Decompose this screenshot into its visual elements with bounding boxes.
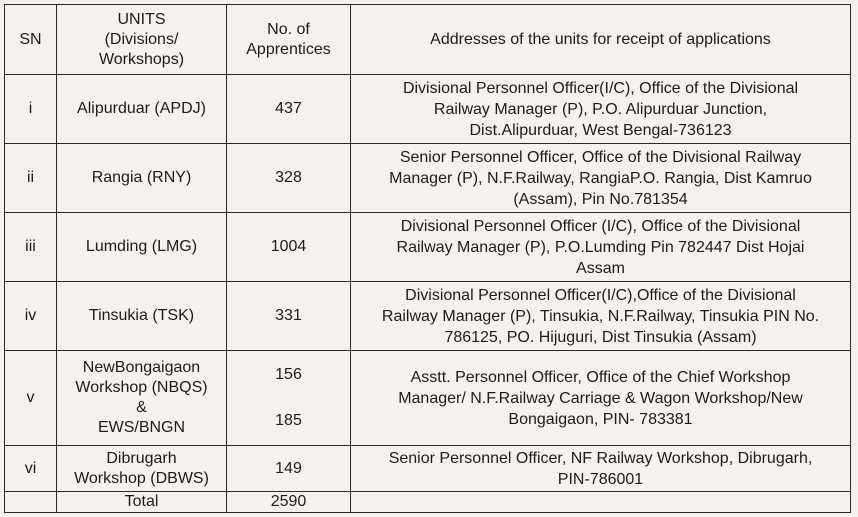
- unit-line: Workshop (DBWS): [74, 469, 209, 487]
- header-units-line: UNITS: [117, 10, 166, 28]
- address-line: Dist.Alipurduar, West Bengal-736123: [469, 121, 732, 139]
- total-row: [5, 492, 851, 513]
- address-line: Divisional Personnel Officer(I/C), Office of the Divisional: [402, 79, 799, 97]
- row-sn: vi: [5, 446, 57, 492]
- row-count: 1004: [227, 213, 351, 282]
- total-sn: [5, 492, 57, 513]
- row-address: [351, 75, 851, 144]
- address-line: Divisional Personnel Officer (I/C), Office of the Divisional: [400, 217, 801, 235]
- table-row: [5, 144, 851, 213]
- row-count: [227, 351, 351, 446]
- row-unit: Lumding (LMG): [57, 213, 227, 282]
- address-line: Bongaigaon, PIN- 783381: [508, 410, 693, 428]
- row-address: [351, 446, 851, 492]
- address-line: Railway Manager (P), P.O. Alipurduar Junction,: [433, 100, 768, 118]
- row-address: [351, 144, 851, 213]
- table-row: [5, 282, 851, 351]
- row-unit: Tinsukia (TSK): [57, 282, 227, 351]
- table-row: [5, 213, 851, 282]
- header-apprentices-line: No. of: [267, 20, 310, 38]
- total-label: Total: [57, 492, 227, 513]
- row-address: [351, 213, 851, 282]
- header-apprentices-line: Apprentices: [246, 40, 331, 58]
- apprentice-units-table: [4, 4, 851, 513]
- row-count: 437: [227, 75, 351, 144]
- row-sn: iii: [5, 213, 57, 282]
- address-line: Railway Manager (P), Tinsukia, N.F.Railway, Tinsukia PIN No.: [381, 307, 820, 325]
- header-addresses: Addresses of the units for receipt of applications: [351, 5, 851, 75]
- total-count: 2590: [227, 492, 351, 513]
- row-count: 328: [227, 144, 351, 213]
- address-line: Senior Personnel Officer, NF Railway Workshop, Dibrugarh,: [388, 449, 813, 467]
- row-sn: v: [5, 351, 57, 446]
- row-unit: Rangia (RNY): [57, 144, 227, 213]
- unit-line: NewBongaigaon: [82, 359, 201, 376]
- header-units-line: Workshops): [98, 50, 185, 68]
- row-unit: [57, 351, 227, 446]
- address-line: Divisional Personnel Officer(I/C),Office of the Divisional: [405, 286, 796, 304]
- row-sn: ii: [5, 144, 57, 213]
- header-units-line: (Divisions/: [104, 30, 179, 48]
- table-row: [5, 351, 851, 446]
- row-address: [351, 282, 851, 351]
- header-apprentices: [227, 5, 351, 75]
- header-sn: SN: [5, 5, 57, 75]
- unit-line: EWS/BNGN: [97, 419, 186, 436]
- address-line: Senior Personnel Officer, Office of the Divisional Railway: [399, 148, 802, 166]
- unit-line: Dibrugarh: [106, 449, 177, 467]
- address-line: Assam: [576, 259, 625, 277]
- unit-line: Workshop (NBQS): [75, 379, 208, 396]
- row-unit: [57, 446, 227, 492]
- address-line: Manager/ N.F.Railway Carriage & Wagon Workshop/New: [398, 389, 803, 407]
- row-address: [351, 351, 851, 446]
- row-count: 149: [227, 446, 351, 492]
- unit-line: &: [136, 399, 147, 416]
- row-count: 331: [227, 282, 351, 351]
- table-row: [5, 446, 851, 492]
- address-line: PIN-786001: [557, 470, 644, 488]
- count-value: 156: [275, 366, 302, 383]
- total-address: [351, 492, 851, 513]
- row-unit: Alipurduar (APDJ): [57, 75, 227, 144]
- count-value: 185: [275, 412, 302, 429]
- header-units: [57, 5, 227, 75]
- header-row: [5, 5, 851, 75]
- address-line: Railway Manager (P), P.O.Lumding Pin 782447 Dist Hojai: [396, 238, 805, 256]
- table-row: [5, 75, 851, 144]
- row-sn: i: [5, 75, 57, 144]
- row-sn: iv: [5, 282, 57, 351]
- address-line: 786125, PO. Hijuguri, Dist Tinsukia (Assam): [444, 328, 757, 346]
- address-line: (Assam), Pin No.781354: [513, 190, 688, 208]
- address-line: Manager (P), N.F.Railway, RangiaP.O. Rangia, Dist Kamruo: [389, 169, 812, 187]
- address-line: Asstt. Personnel Officer, Office of the Chief Workshop: [410, 368, 791, 386]
